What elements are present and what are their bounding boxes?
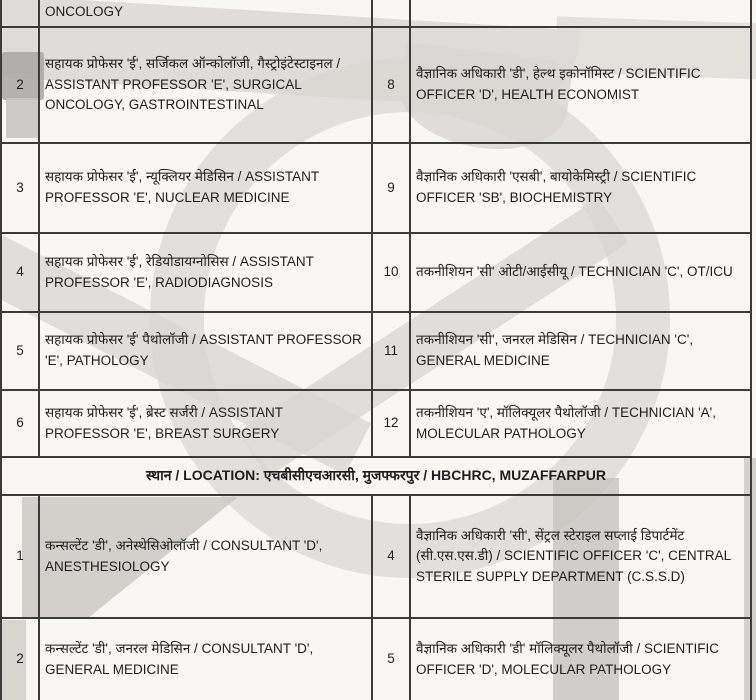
position-cell: तकनीशियन 'सी' ओटी/आईसीयू / TECHNICIAN 'C', OT/ICU xyxy=(410,233,751,312)
position-cell: वैज्ञानिक अधिकारी 'सी', सेंट्रल स्टेराइल सप्लाई डिपार्टमेंट (सी.एस.एस.डी) / SCIENTIFIC OFFICER 'C', CENTRAL STERILE SUPPLY DEPARTMENT (C.S.S.D) xyxy=(410,495,751,618)
serial-cell: 2 xyxy=(1,27,39,143)
serial-cell: 5 xyxy=(1,312,39,390)
serial-cell: 3 xyxy=(1,143,39,233)
table-row xyxy=(1,0,751,27)
serial-cell: 4 xyxy=(372,495,410,618)
serial-cell: 12 xyxy=(372,390,410,457)
serial-cell: 9 xyxy=(372,143,410,233)
serial-cell: 10 xyxy=(372,233,410,312)
serial-cell: 6 xyxy=(1,390,39,457)
serial-cell: 5 xyxy=(372,618,410,700)
table-row xyxy=(1,495,751,618)
position-cell: सहायक प्रोफेसर 'ई', रेडियोडायग्नोसिस / ASSISTANT PROFESSOR 'E', RADIODIAGNOSIS xyxy=(39,233,372,312)
position-cell: वैज्ञानिक अधिकारी 'डी' मॉलिक्यूलर पैथोलॉजी / SCIENTIFIC OFFICER 'D', MOLECULAR PATHOLOGY xyxy=(410,618,751,700)
serial-cell xyxy=(1,0,39,27)
serial-cell: 2 xyxy=(1,618,39,700)
location-header-row xyxy=(1,457,751,495)
position-cell xyxy=(410,0,751,27)
serial-cell: 8 xyxy=(372,27,410,143)
position-cell: तकनीशियन 'ए', मॉलिक्यूलर पैथोलॉजी / TECHNICIAN 'A', MOLECULAR PATHOLOGY xyxy=(410,390,751,457)
position-cell: सहायक प्रोफेसर 'ई' पैथोलॉजी / ASSISTANT PROFESSOR 'E', PATHOLOGY xyxy=(39,312,372,390)
position-cell: ONCOLOGY xyxy=(39,0,372,27)
position-cell: सहायक प्रोफेसर 'ई', न्यूक्लियर मेडिसिन / ASSISTANT PROFESSOR 'E', NUCLEAR MEDICINE xyxy=(39,143,372,233)
position-cell: सहायक प्रोफेसर 'ई', ब्रेस्ट सर्जरी / ASSISTANT PROFESSOR 'E', BREAST SURGERY xyxy=(39,390,372,457)
position-cell: कन्सल्टेंट 'डी', अनेस्थेसिओलॉजी / CONSULTANT 'D', ANESTHESIOLOGY xyxy=(39,495,372,618)
position-cell: तकनीशियन 'सी', जनरल मेडिसिन / TECHNICIAN 'C', GENERAL MEDICINE xyxy=(410,312,751,390)
table-row xyxy=(1,27,751,143)
table-row xyxy=(1,143,751,233)
position-cell: वैज्ञानिक अधिकारी 'एसबी', बायोकेमिस्ट्री / SCIENTIFIC OFFICER 'SB', BIOCHEMISTRY xyxy=(410,143,751,233)
serial-cell: 4 xyxy=(1,233,39,312)
position-cell: वैज्ञानिक अधिकारी 'डी', हेल्थ इकोनॉमिस्ट / SCIENTIFIC OFFICER 'D', HEALTH ECONOMIST xyxy=(410,27,751,143)
serial-cell xyxy=(372,0,410,27)
location-header: स्थान / LOCATION: एचबीसीएचआरसी, मुजफ्फरपुर / HBCHRC, MUZAFFARPUR xyxy=(1,457,751,495)
table-row xyxy=(1,618,751,700)
table-row xyxy=(1,312,751,390)
position-cell: सहायक प्रोफेसर 'ई', सर्जिकल ऑन्कोलॉजी, गैस्ट्रोइंटेस्टाइनल / ASSISTANT PROFESSOR 'E', SURGICAL ONCOLOGY, GASTROINTESTINAL xyxy=(39,27,372,143)
table-row xyxy=(1,390,751,457)
position-cell: कन्सल्टेंट 'डी', जनरल मेडिसिन / CONSULTANT 'D', GENERAL MEDICINE xyxy=(39,618,372,700)
table-row xyxy=(1,233,751,312)
serial-cell: 1 xyxy=(1,495,39,618)
serial-cell: 11 xyxy=(372,312,410,390)
